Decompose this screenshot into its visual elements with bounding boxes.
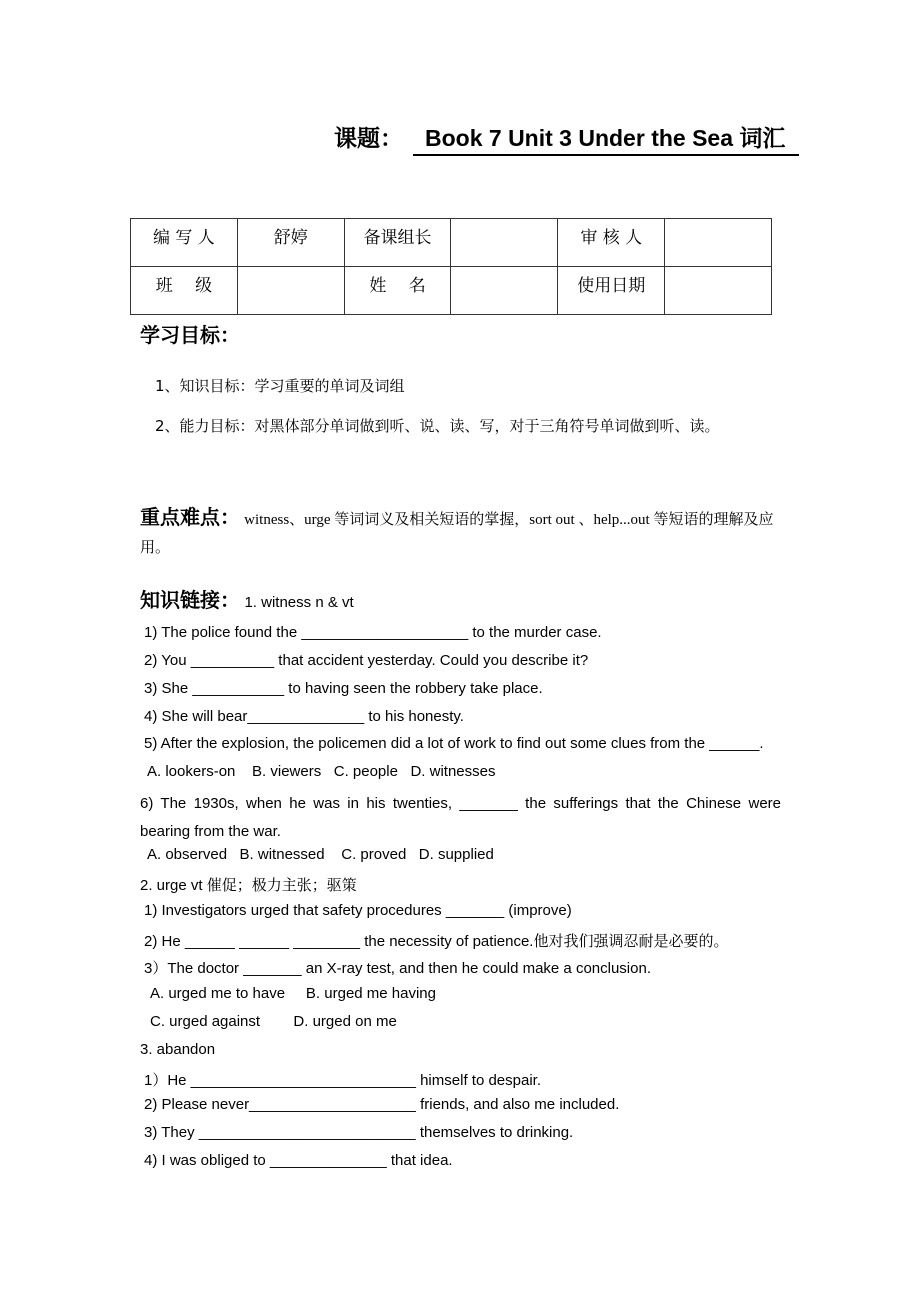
exercise-options: A. observed B. witnessed C. proved D. supplied	[147, 846, 494, 863]
objectives-heading: 学习目标：	[140, 323, 240, 347]
cell-name-value	[451, 267, 558, 315]
cell-date-value	[665, 267, 772, 315]
exercise-line: 1) The police found the ____________________ to the murder case.	[144, 624, 602, 641]
section-title-urge: 2. urge vt 催促；极力主张；驱策	[140, 877, 357, 894]
exercise-line: 2) Please never____________________ friends, and also me included.	[144, 1096, 620, 1113]
key-points	[140, 503, 785, 562]
cell-reviewer-label: 审 核 人	[558, 219, 665, 267]
cell-class-value	[237, 267, 344, 315]
objective-item: 1、知识目标：学习重要的单词及词组	[155, 377, 405, 395]
exercise-line: 2) You __________ that accident yesterday. Could you describe it?	[144, 652, 589, 669]
title-label: 课题：	[334, 125, 403, 151]
exercise-options: C. urged against D. urged on me	[150, 1013, 397, 1030]
key-points-text: witness、urge 等词词义及相关短语的掌握，sort out 、help...out 等短语的理解及应用。	[140, 512, 774, 556]
knowledge-heading-row	[140, 584, 354, 613]
table-row	[131, 219, 772, 267]
key-points-heading: 重点难点：	[140, 505, 240, 529]
exercise-line: 3) She ___________ to having seen the robbery take place.	[144, 680, 543, 697]
title-text: Book 7 Unit 3 Under the Sea 词汇	[413, 120, 799, 156]
cell-name-label: 姓 名	[344, 267, 451, 315]
section-title-witness: 1. witness n & vt	[244, 594, 354, 611]
exercise-line: 1) Investigators urged that safety procedures _______ (improve)	[144, 902, 572, 919]
cell-reviewer-value	[665, 219, 772, 267]
objective-item: 2、能力目标：对黑体部分单词做到听、说、读、写，对于三角符号单词做到听、读。	[155, 417, 720, 435]
knowledge-heading: 知识链接：	[140, 588, 240, 612]
exercise-line: 6) The 1930s, when he was in his twenties, _______ the sufferings that the Chinese were bearing from the war.	[140, 795, 781, 840]
exercise-line: 4) She will bear______________ to his honesty.	[144, 708, 464, 725]
cell-author-value: 舒婷	[237, 219, 344, 267]
lesson-title	[334, 120, 799, 156]
cell-group-leader-label: 备课组长	[344, 219, 451, 267]
cell-date-label: 使用日期	[558, 267, 665, 315]
cell-class-label: 班 级	[131, 267, 238, 315]
cell-author-label: 编 写 人	[131, 219, 238, 267]
exercise-line: 2) He ______ ______ ________ the necessity of patience.他对我们强调忍耐是必要的。	[144, 933, 729, 950]
exercise-line: 3) They __________________________ themselves to drinking.	[144, 1124, 574, 1141]
exercise-line: 4) I was obliged to ______________ that idea.	[144, 1152, 453, 1169]
section-title-abandon: 3. abandon	[140, 1041, 216, 1058]
exercise-line: 1）He ___________________________ himself to despair.	[144, 1072, 541, 1089]
exercise-options: A. lookers-on B. viewers C. people D. witnesses	[147, 763, 496, 780]
exercise-options: A. urged me to have B. urged me having	[150, 985, 436, 1002]
exercise-line: 3）The doctor _______ an X-ray test, and then he could make a conclusion.	[144, 960, 651, 977]
cell-group-leader-value	[451, 219, 558, 267]
info-table	[130, 218, 772, 315]
exercise-line: 5) After the explosion, the policemen did a lot of work to find out some clues from the ______.	[144, 735, 764, 752]
table-row	[131, 267, 772, 315]
